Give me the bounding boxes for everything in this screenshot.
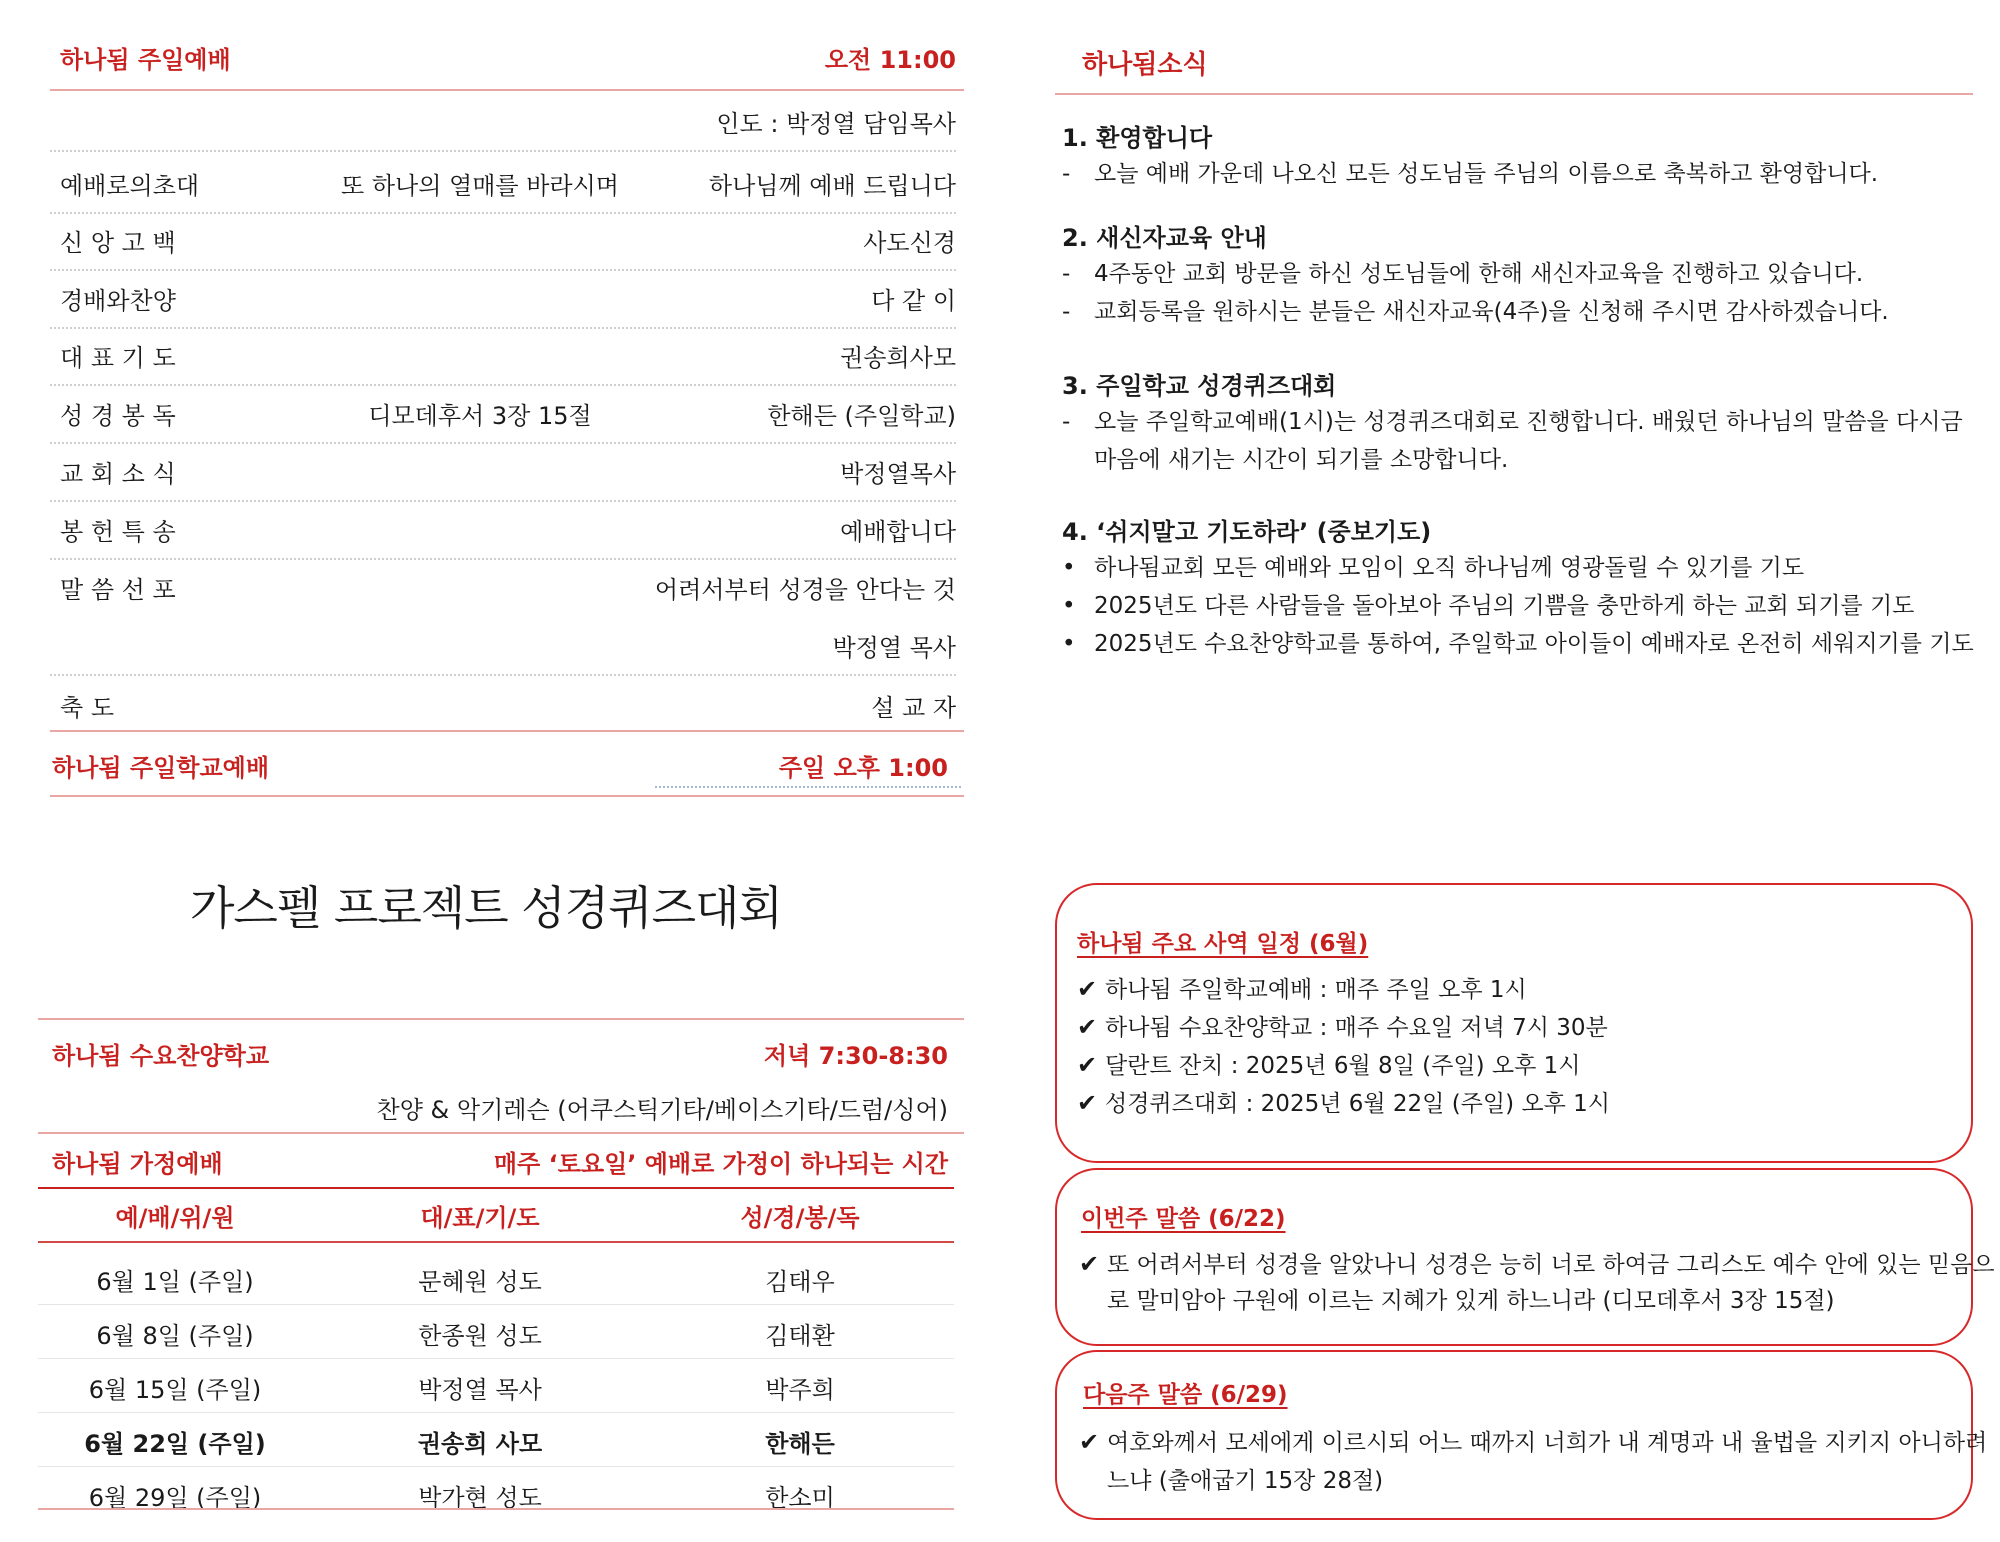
next-week-verse-title: 다음주 말씀 (6/29) bbox=[1083, 1382, 1288, 1408]
worship-item-leader: 한해든 (주일학교) bbox=[767, 402, 956, 430]
news-line bbox=[1062, 403, 1963, 436]
worship-time: 오전 11:00 bbox=[824, 46, 956, 74]
worship-item-leader: 예배합니다 bbox=[840, 518, 956, 546]
dash-icon: - bbox=[1062, 409, 1071, 435]
news-line bbox=[1062, 293, 1889, 326]
duty-cell-prayer: 권송희 사모 bbox=[417, 1430, 543, 1458]
duty-table-header-prayer: 대/표/기/도 bbox=[420, 1204, 540, 1232]
divider bbox=[38, 1412, 954, 1413]
family-worship-desc: 매주 ‘토요일’ 예배로 가정이 하나되는 시간 bbox=[493, 1150, 948, 1178]
bullet-icon: • bbox=[1062, 631, 1076, 657]
sunday-school-title: 하나됨 주일학교예배 bbox=[52, 754, 270, 782]
news-line-text: 오늘 주일학교예배(1시)는 성경퀴즈대회로 진행합니다. 배웠던 하나님의 말씀을 다시금 bbox=[1094, 409, 1963, 435]
sunday-school-time: 주일 오후 1:00 bbox=[778, 754, 948, 782]
family-worship-title: 하나됨 가정예배 bbox=[52, 1150, 223, 1178]
news-section-title: 3. 주일학교 성경퀴즈대회 bbox=[1062, 372, 1337, 400]
duty-cell-prayer: 한종원 성도 bbox=[418, 1322, 542, 1350]
duty-cell-date: 6월 1일 (주일) bbox=[96, 1268, 254, 1296]
news-line-text: 하나됨교회 모든 예배와 모임이 오직 하나님께 영광돌릴 수 있기를 기도 bbox=[1094, 555, 1805, 581]
bullet-icon: • bbox=[1062, 555, 1076, 581]
check-icon: ✔ bbox=[1079, 1250, 1100, 1278]
duty-cell-date: 6월 15일 (주일) bbox=[88, 1376, 262, 1404]
check-icon: ✔ bbox=[1079, 1428, 1100, 1456]
duty-cell-date: 6월 22일 (주일) bbox=[84, 1430, 266, 1458]
this-week-verse-title: 이번주 말씀 (6/22) bbox=[1081, 1206, 1286, 1232]
divider bbox=[50, 442, 956, 444]
divider bbox=[38, 1304, 954, 1305]
news-line bbox=[1062, 441, 1508, 474]
divider bbox=[38, 1018, 964, 1020]
news-section-title: 1. 환영합니다 bbox=[1062, 124, 1213, 152]
worship-item-leader: 어려서부터 성경을 안다는 것 bbox=[654, 576, 956, 604]
worship-item-name: 경배와찬양 bbox=[60, 287, 176, 315]
schedule-item-text: 달란트 잔치 : 2025년 6월 8일 (주일) 오후 1시 bbox=[1105, 1053, 1581, 1079]
news-line-text: 교회등록을 원하시는 분들은 새신자교육(4주)을 신청해 주시면 감사하겠습니다. bbox=[1094, 299, 1889, 325]
choir-school-title: 하나됨 수요찬양학교 bbox=[52, 1042, 270, 1070]
dash-icon: - bbox=[1062, 261, 1071, 287]
divider bbox=[38, 1466, 954, 1467]
divider bbox=[50, 150, 956, 152]
worship-item-leader: 하나님께 예배 드립니다 bbox=[708, 172, 956, 200]
divider bbox=[50, 327, 956, 329]
worship-item-leader: 권송희사모 bbox=[840, 344, 956, 372]
bullet-icon: • bbox=[1062, 593, 1076, 619]
schedule-box bbox=[1055, 883, 1973, 1163]
duty-table-header-worship: 예/배/위/원 bbox=[115, 1204, 235, 1232]
news-line-text: 2025년도 수요찬양학교를 통하여, 주일학교 아이들이 예배자로 온전히 세워지기를 기도 bbox=[1094, 631, 1974, 657]
divider bbox=[38, 1358, 954, 1359]
worship-item-name: 성 경 봉 독 bbox=[60, 402, 176, 430]
worship-leader: 인도 : 박정열 담임목사 bbox=[716, 110, 956, 138]
duty-cell-prayer: 문혜원 성도 bbox=[418, 1268, 542, 1296]
divider bbox=[50, 212, 956, 214]
divider bbox=[38, 1508, 954, 1510]
worship-title: 하나됨 주일예배 bbox=[60, 46, 231, 74]
divider bbox=[38, 1132, 964, 1134]
worship-item-leader: 다 같 이 bbox=[871, 287, 956, 315]
worship-item-name: 교 회 소 식 bbox=[60, 460, 176, 488]
schedule-item-text: 성경퀴즈대회 : 2025년 6월 22일 (주일) 오후 1시 bbox=[1105, 1091, 1610, 1117]
worship-item-detail: 디모데후서 3장 15절 bbox=[368, 402, 592, 430]
dash-icon: - bbox=[1062, 299, 1071, 325]
divider bbox=[50, 384, 956, 386]
worship-item-name: 대 표 기 도 bbox=[60, 344, 176, 372]
check-icon: ✔ bbox=[1077, 1089, 1098, 1117]
news-line-text: 오늘 예배 가운데 나오신 모든 성도님들 주님의 이름으로 축복하고 환영합니다. bbox=[1094, 161, 1879, 187]
next-week-verse-line-2: 느냐 (출애굽기 15장 28절) bbox=[1107, 1468, 1384, 1494]
news-line bbox=[1062, 587, 1914, 620]
worship-item-name: 봉 헌 특 송 bbox=[60, 518, 176, 546]
news-line-text: 4주동안 교회 방문을 하신 성도님들에 한해 새신자교육을 진행하고 있습니다. bbox=[1094, 261, 1864, 287]
divider bbox=[38, 1187, 954, 1189]
duty-cell-reading: 한소미 bbox=[765, 1484, 835, 1512]
duty-cell-reading: 한해든 bbox=[765, 1430, 835, 1458]
divider bbox=[50, 730, 964, 732]
dash-icon: - bbox=[1062, 161, 1071, 187]
this-week-verse-line-1: ✔ 또 어려서부터 성경을 알았나니 성경은 능히 너로 하여금 그리스도 예수 안에 있는 믿음으 bbox=[1079, 1250, 1995, 1278]
worship-item-name: 예배로의초대 bbox=[60, 172, 200, 200]
next-week-verse-line-1: ✔ 여호와께서 모세에게 이르시되 어느 때까지 너희가 내 계명과 내 율법을 지키지 아니하려 bbox=[1079, 1428, 1988, 1456]
news-line-text: 마음에 새기는 시간이 되기를 소망합니다. bbox=[1094, 447, 1509, 473]
divider bbox=[1055, 93, 1973, 95]
worship-item-name: 신 앙 고 백 bbox=[60, 229, 176, 257]
schedule-item bbox=[1077, 1047, 1580, 1080]
duty-table-header-reading: 성/경/봉/독 bbox=[740, 1204, 860, 1232]
news-title: 하나됨소식 bbox=[1082, 50, 1208, 80]
duty-cell-prayer: 박가현 성도 bbox=[418, 1484, 542, 1512]
divider bbox=[50, 89, 964, 91]
divider bbox=[50, 500, 956, 502]
divider bbox=[50, 674, 956, 676]
check-icon: ✔ bbox=[1077, 975, 1098, 1003]
duty-cell-reading: 김태우 bbox=[765, 1268, 835, 1296]
choir-school-desc: 찬양 & 악기레슨 (어쿠스틱기타/베이스기타/드럼/싱어) bbox=[376, 1096, 948, 1124]
duty-cell-reading: 김태환 bbox=[765, 1322, 835, 1350]
worship-item-leader: 박정열 목사 bbox=[832, 634, 956, 662]
worship-item-leader: 박정열목사 bbox=[840, 460, 956, 488]
worship-item-name: 말 씀 선 포 bbox=[60, 576, 176, 604]
news-section-title: 4. ‘쉬지말고 기도하라’ (중보기도) bbox=[1062, 518, 1432, 546]
worship-item-detail: 또 하나의 열매를 바라시며 bbox=[341, 172, 619, 200]
divider bbox=[50, 269, 956, 271]
check-icon: ✔ bbox=[1077, 1051, 1098, 1079]
next-week-verse-box bbox=[1055, 1350, 1988, 1520]
news-line bbox=[1062, 255, 1863, 288]
worship-item-leader: 사도신경 bbox=[863, 229, 956, 257]
duty-cell-date: 6월 8일 (주일) bbox=[96, 1322, 254, 1350]
this-week-verse-line-2: 로 말미암아 구원에 이르는 지혜가 있게 하느니라 (디모데후서 3장 15절) bbox=[1107, 1288, 1835, 1314]
schedule-item bbox=[1077, 1009, 1608, 1042]
news-line bbox=[1062, 155, 1878, 188]
divider bbox=[655, 786, 961, 788]
worship-item-leader: 설 교 자 bbox=[871, 694, 956, 722]
schedule-item-text: 하나됨 주일학교예배 : 매주 주일 오후 1시 bbox=[1105, 977, 1527, 1003]
schedule-item bbox=[1077, 971, 1527, 1004]
worship-item-name: 축 도 bbox=[60, 694, 114, 722]
choir-school-time: 저녁 7:30-8:30 bbox=[763, 1042, 948, 1070]
news-line bbox=[1062, 625, 1974, 658]
duty-cell-date: 6월 29일 (주일) bbox=[88, 1484, 262, 1512]
duty-cell-reading: 박주희 bbox=[765, 1376, 835, 1404]
schedule-box-title: 하나됨 주요 사역 일정 (6월) bbox=[1077, 931, 1369, 957]
this-week-verse-box bbox=[1055, 1168, 1995, 1346]
news-line bbox=[1062, 549, 1804, 582]
duty-cell-prayer: 박정열 목사 bbox=[418, 1376, 542, 1404]
divider bbox=[38, 1241, 954, 1243]
news-section-title: 2. 새신자교육 안내 bbox=[1062, 224, 1267, 252]
check-icon: ✔ bbox=[1077, 1013, 1098, 1041]
schedule-item bbox=[1077, 1085, 1610, 1118]
quiz-banner: 가스펠 프로젝트 성경퀴즈대회 bbox=[190, 881, 782, 935]
schedule-item-text: 하나됨 수요찬양학교 : 매주 수요일 저녁 7시 30분 bbox=[1105, 1015, 1608, 1041]
divider bbox=[50, 558, 956, 560]
divider bbox=[50, 795, 964, 797]
news-line-text: 2025년도 다른 사람들을 돌아보아 주님의 기쁨을 충만하게 하는 교회 되기를 기도 bbox=[1094, 593, 1915, 619]
